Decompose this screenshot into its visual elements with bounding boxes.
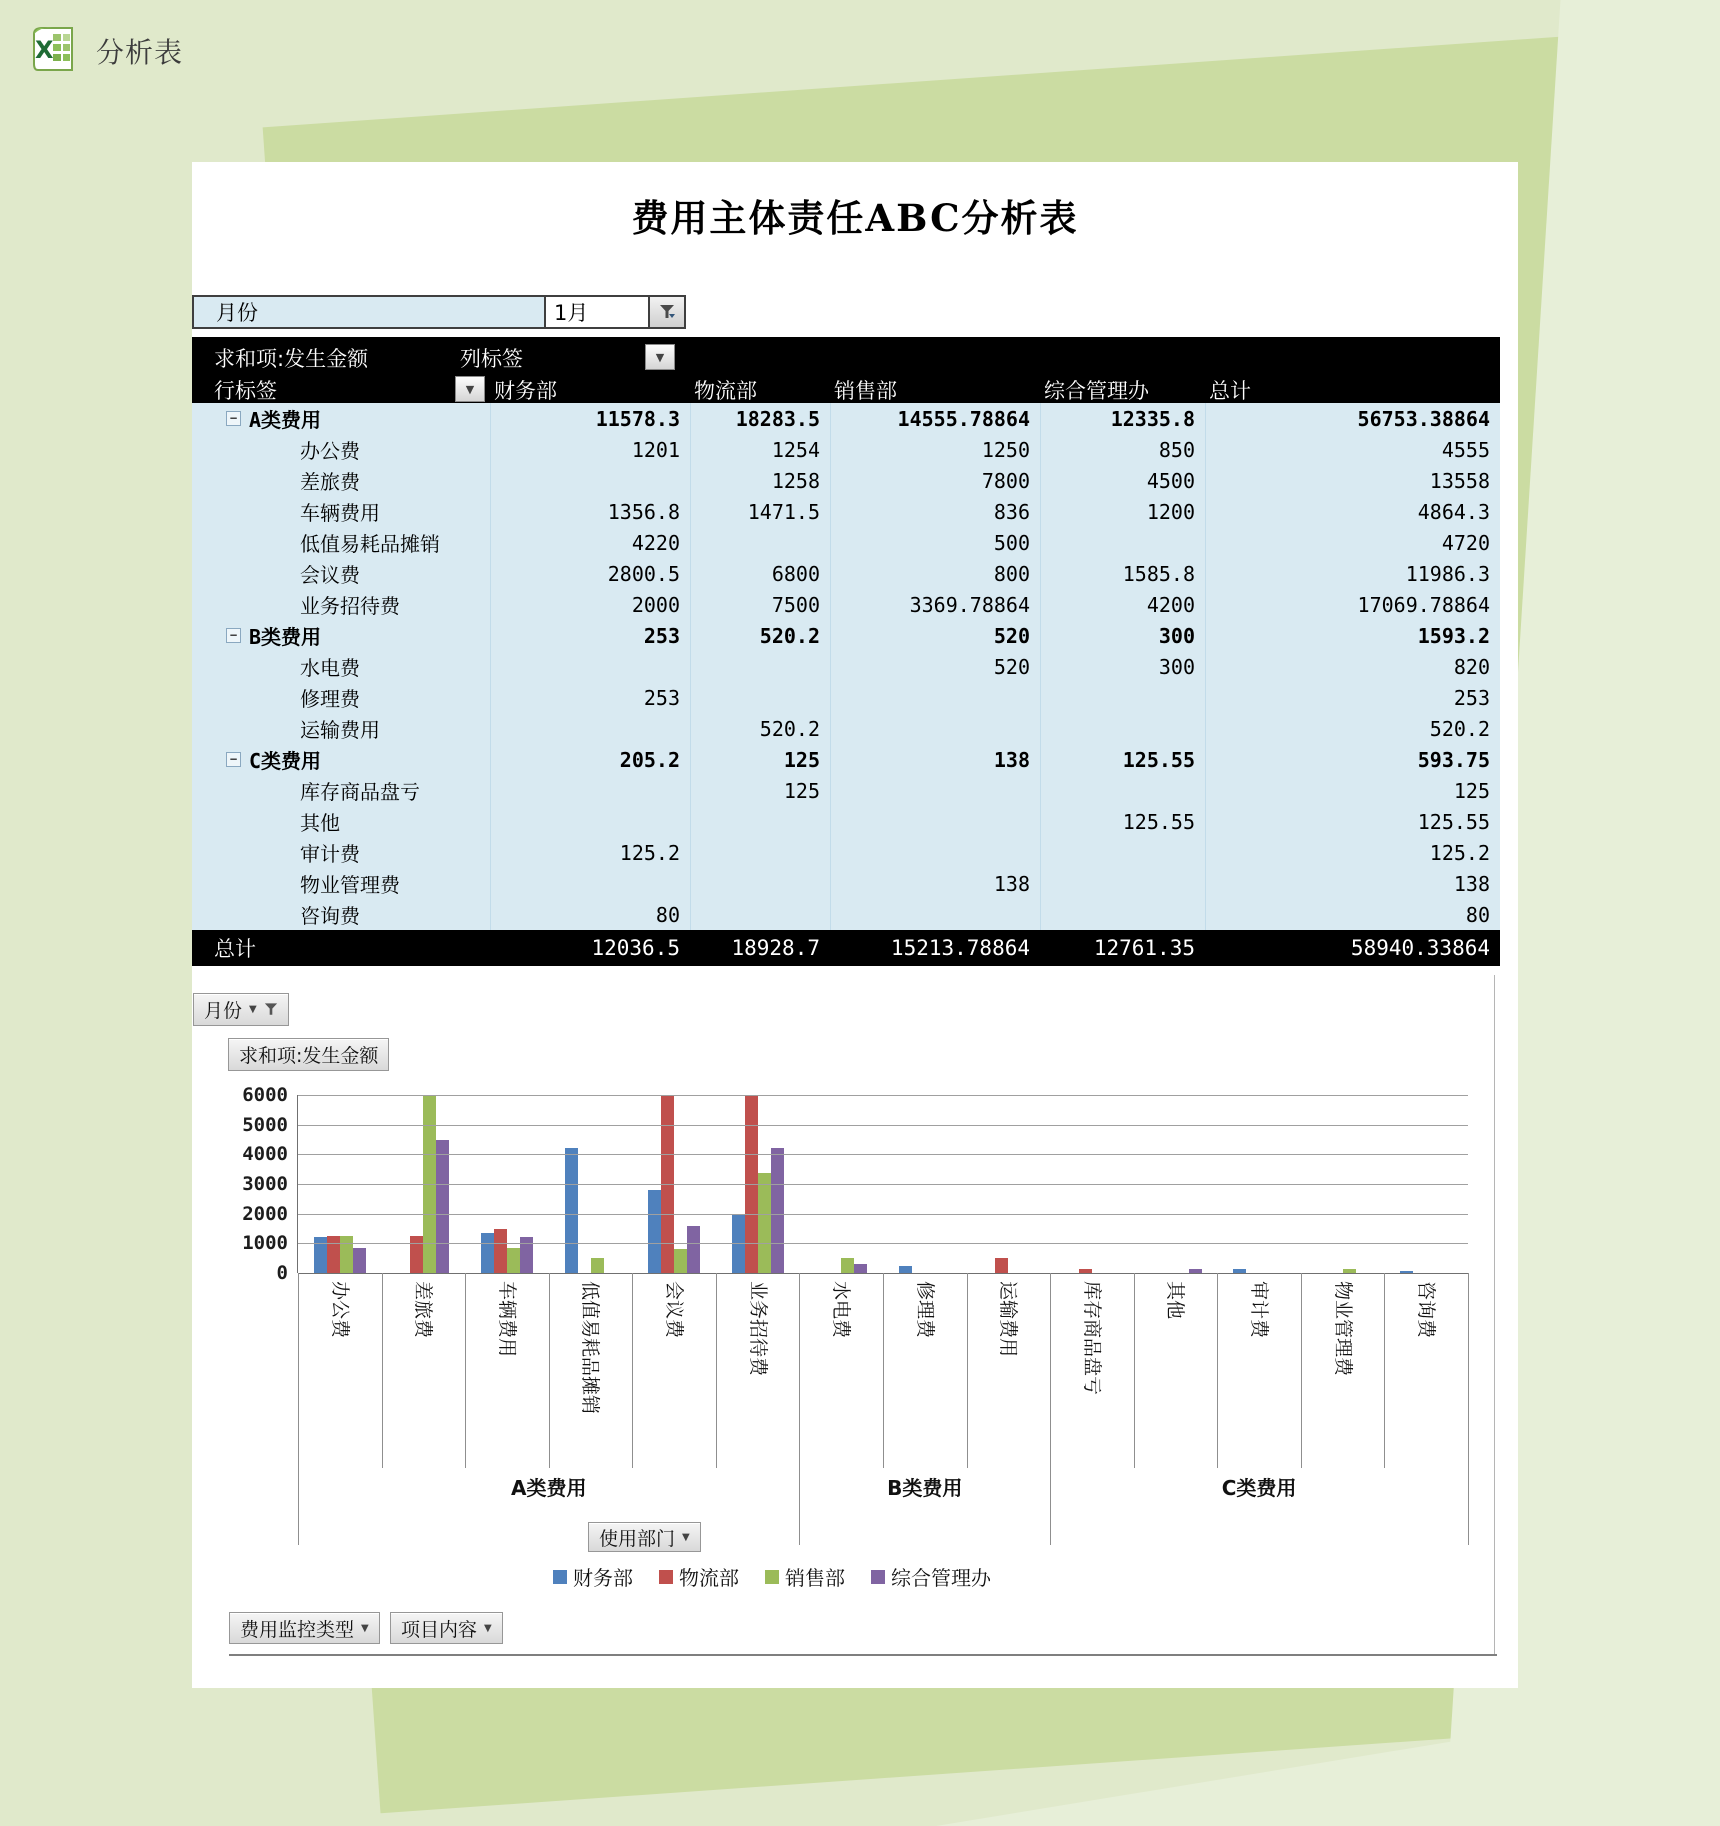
category-cell: [1217, 1273, 1301, 1468]
row-label-cell: [192, 838, 490, 867]
value-cell: 1593.2: [1417, 623, 1490, 648]
pivot-grand-total-row: [192, 930, 1500, 966]
category-cell: [1050, 1273, 1134, 1468]
category-separator-line: [716, 1273, 717, 1468]
value-cell: 800: [993, 561, 1030, 586]
category-cell: [632, 1273, 716, 1468]
value-cell: 125: [783, 747, 820, 772]
category-separator-line: [1301, 1273, 1302, 1468]
legend-label: 物流部: [679, 1566, 739, 1590]
month-filter-label: 月份: [194, 297, 546, 327]
gridline: [298, 1184, 1468, 1185]
bar-综合管理办-会议费: [687, 1226, 700, 1273]
row-label-text: C类费用: [249, 749, 322, 773]
funnel-icon: [659, 305, 675, 319]
bar-财务部-修理费: [899, 1266, 912, 1274]
row-label-text: 运输费用: [300, 718, 380, 742]
value-cell: 18283.5: [735, 406, 820, 431]
table-row: [192, 837, 1500, 868]
y-axis-tick-label: 6000: [242, 1084, 288, 1106]
bar-综合管理办-业务招待费: [771, 1148, 784, 1273]
value-cell: 13558: [1429, 468, 1490, 493]
value-cell: 520.2: [759, 716, 820, 741]
row-label-cell: [192, 745, 490, 774]
column-header-zongji: 总计: [1209, 379, 1251, 403]
sheet-panel: [192, 162, 1518, 1688]
row-label-text: 车辆费用: [300, 501, 380, 525]
chart-item-field-button[interactable]: [390, 1612, 503, 1644]
group-separator-line: [799, 1273, 800, 1545]
value-cell: 125.55: [1417, 809, 1490, 834]
row-label-text: 审计费: [300, 842, 360, 866]
table-row: [192, 868, 1500, 899]
row-label-text: 业务招待费: [300, 594, 400, 618]
bar-物流部-车辆费用: [494, 1229, 507, 1273]
value-cell: 56753.38864: [1357, 406, 1490, 431]
bar-物流部-运输费用: [995, 1258, 1008, 1273]
value-cell: 4200: [1146, 592, 1195, 617]
value-cell: 2000: [631, 592, 680, 617]
value-cell: 520: [993, 623, 1030, 648]
column-header-caiwubu: 财务部: [494, 379, 557, 403]
table-row: [192, 899, 1500, 930]
value-cell: 125.2: [619, 840, 680, 865]
category-separator-line: [1217, 1273, 1218, 1468]
legend-item: [659, 1562, 739, 1591]
y-axis-tick-label: 3000: [242, 1173, 288, 1195]
value-cell: 1201: [631, 437, 680, 462]
pivot-body: [192, 403, 1500, 930]
category-label: 车辆费用: [495, 1281, 518, 1358]
value-cell: 1254: [771, 437, 820, 462]
month-filter-value[interactable]: 1月: [546, 297, 650, 327]
gridline: [298, 1125, 1468, 1126]
category-separator-line: [1134, 1273, 1135, 1468]
legend-swatch: [659, 1570, 673, 1584]
category-label: 差旅费: [412, 1281, 435, 1339]
value-cell: 11578.3: [595, 406, 680, 431]
value-cell: 1258: [771, 468, 820, 493]
category-separator-line: [632, 1273, 633, 1468]
legend-label: 综合管理办: [891, 1566, 991, 1590]
pivot-header: [192, 337, 1500, 403]
legend-item: [871, 1562, 991, 1591]
value-cell: 4864.3: [1417, 499, 1490, 524]
category-cell: [549, 1273, 633, 1468]
row-label-text: 其他: [300, 811, 340, 835]
value-cell: 125.55: [1122, 809, 1195, 834]
value-cell: 1585.8: [1122, 561, 1195, 586]
value-cell: 11986.3: [1405, 561, 1490, 586]
chevron-down-icon: ▼: [249, 1004, 257, 1015]
group-label-C类费用: C类费用: [1221, 1476, 1297, 1500]
grand-total-cell: 18928.7: [731, 936, 820, 960]
row-label-text: 差旅费: [300, 470, 360, 494]
value-cell: 520.2: [759, 623, 820, 648]
bar-销售部-低值易耗品摊销: [591, 1258, 604, 1273]
value-cell: 820: [1453, 654, 1490, 679]
grand-total-label: 总计: [214, 937, 256, 961]
bar-财务部-会议费: [648, 1190, 661, 1273]
legend-label: 销售部: [785, 1566, 845, 1590]
category-label: 物业管理费: [1331, 1281, 1354, 1377]
grand-total-cell: 15213.78864: [890, 936, 1030, 960]
table-row: [192, 744, 1500, 775]
value-cell: 80: [655, 902, 680, 927]
legend-item: [765, 1562, 845, 1591]
value-cell: 1356.8: [607, 499, 680, 524]
y-axis-tick-label: 0: [276, 1262, 288, 1284]
column-header-xiaoshoubu: 销售部: [834, 379, 897, 403]
row-label-cell: [192, 807, 490, 836]
category-cell: [382, 1273, 466, 1468]
group-separator-line: [1468, 1273, 1469, 1545]
row-label-cell: [192, 497, 490, 526]
row-label-text: 咨询费: [300, 904, 360, 928]
value-cell: 520.2: [1429, 716, 1490, 741]
row-label-cell: [192, 683, 490, 712]
category-cell: [1384, 1273, 1468, 1468]
grand-total-cell: 58940.33864: [1350, 936, 1490, 960]
value-cell: 836: [993, 499, 1030, 524]
category-separator-line: [549, 1273, 550, 1468]
chevron-down-icon: ▼: [361, 1622, 369, 1634]
value-cell: 138: [993, 871, 1030, 896]
group-label-A类费用: A类费用: [510, 1476, 587, 1500]
value-cell: 17069.78864: [1357, 592, 1490, 617]
row-label-text: 办公费: [300, 439, 360, 463]
pivot-measure-label: 求和项:发生金额: [214, 347, 369, 371]
category-cell: [465, 1273, 549, 1468]
chevron-down-icon: ▼: [682, 1531, 690, 1543]
chart-value-field-label: 求和项:发生金额: [239, 1045, 379, 1067]
value-cell: 4720: [1441, 530, 1490, 555]
row-label-cell: [192, 466, 490, 495]
category-label: 办公费: [328, 1281, 351, 1339]
collapse-icon[interactable]: −: [226, 628, 241, 643]
chart-axis-field-button[interactable]: [588, 1522, 701, 1552]
table-row: [192, 589, 1500, 620]
row-label-text: 修理费: [300, 687, 360, 711]
chart-month-filter-button[interactable]: [193, 993, 289, 1026]
bar-销售部-水电费: [841, 1258, 854, 1273]
value-cell: 4555: [1441, 437, 1490, 462]
chevron-down-icon: ▼: [484, 1622, 492, 1634]
value-cell: 125: [783, 778, 820, 803]
chart-legend: [192, 1562, 1352, 1591]
value-cell: 1250: [981, 437, 1030, 462]
table-row: [192, 713, 1500, 744]
legend-item: [553, 1562, 633, 1591]
gridline: [298, 1243, 1468, 1244]
value-cell: 7500: [771, 592, 820, 617]
chart-month-filter-label: 月份: [204, 1000, 243, 1022]
row-label-text: 水电费: [300, 656, 360, 680]
value-cell: 125.55: [1122, 747, 1195, 772]
value-cell: 138: [993, 747, 1030, 772]
value-cell: 12335.8: [1110, 406, 1195, 431]
excel-icon: [28, 24, 78, 78]
sheet-title: 费用主体责任ABC分析表: [631, 196, 1079, 240]
category-label: 水电费: [830, 1281, 853, 1339]
table-row: [192, 620, 1500, 651]
row-label-cell: [192, 590, 490, 619]
y-axis-tick-label: 1000: [242, 1232, 288, 1255]
value-cell: 125: [1453, 778, 1490, 803]
category-label: 会议费: [663, 1281, 686, 1339]
row-label-cell: [192, 776, 490, 805]
app-header: [28, 24, 183, 78]
bar-销售部-车辆费用: [507, 1248, 520, 1273]
row-label-cell: [192, 652, 490, 681]
chart-axis-field-label: 使用部门: [599, 1527, 676, 1550]
svg-text:X: X: [35, 36, 54, 64]
value-cell: 300: [1158, 623, 1195, 648]
row-label-dropdown[interactable]: ▼: [455, 376, 485, 402]
row-label-cell: [192, 621, 490, 650]
table-row: [192, 775, 1500, 806]
legend-label: 财务部: [573, 1566, 633, 1590]
chart-bottom-border: [229, 1654, 1497, 1656]
category-cell: [883, 1273, 967, 1468]
bar-销售部-会议费: [674, 1249, 687, 1273]
bar-物流部-办公费: [327, 1236, 340, 1273]
category-cell: [1301, 1273, 1385, 1468]
group-separator-line: [298, 1273, 299, 1545]
month-filter-funnel-button[interactable]: [650, 297, 684, 327]
chart-item-field-label: 项目内容: [401, 1618, 478, 1641]
bar-财务部-低值易耗品摊销: [565, 1148, 578, 1273]
collapse-icon[interactable]: −: [226, 752, 241, 767]
value-cell: 500: [993, 530, 1030, 555]
row-label-cell: [192, 869, 490, 898]
bar-物流部-差旅费: [410, 1236, 423, 1273]
category-cell: [298, 1273, 382, 1468]
category-separator-line: [883, 1273, 884, 1468]
collapse-icon[interactable]: −: [226, 411, 241, 426]
category-separator-line: [967, 1273, 968, 1468]
bar-综合管理办-差旅费: [436, 1140, 449, 1274]
grand-total-cell: 12036.5: [591, 936, 680, 960]
value-cell: 253: [643, 685, 680, 710]
chart-value-field-button[interactable]: [228, 1038, 389, 1071]
column-header-wuliubu: 物流部: [694, 379, 757, 403]
table-row: [192, 527, 1500, 558]
y-axis-tick-label: 2000: [242, 1202, 288, 1225]
bar-销售部-办公费: [340, 1236, 353, 1273]
row-label-text: 物业管理费: [300, 873, 400, 897]
pivot-row-label: 行标签: [214, 379, 277, 403]
category-label: 业务招待费: [746, 1281, 769, 1377]
bar-chart-plot-area: [242, 1084, 1468, 1284]
gridline: [298, 1095, 1468, 1096]
pivot-col-label: 列标签: [460, 347, 523, 371]
table-row: [192, 651, 1500, 682]
category-label: 其他: [1164, 1281, 1187, 1320]
row-label-text: 低值易耗品摊销: [300, 532, 440, 556]
category-separator-line: [382, 1273, 383, 1468]
bar-综合管理办-办公费: [353, 1248, 366, 1273]
value-cell: 6800: [771, 561, 820, 586]
app-title: 分析表: [96, 36, 184, 69]
category-label: 低值易耗品摊销: [579, 1281, 602, 1415]
category-cell: [967, 1273, 1051, 1468]
value-cell: 593.75: [1417, 747, 1490, 772]
row-label-cell: [192, 435, 490, 464]
category-label: 运输费用: [997, 1281, 1020, 1358]
value-cell: 14555.78864: [897, 406, 1030, 431]
value-cell: 80: [1465, 902, 1490, 927]
gridline: [298, 1214, 1468, 1215]
funnel-icon: [264, 1003, 278, 1016]
table-row: [192, 403, 1500, 434]
category-cell: [799, 1273, 883, 1468]
category-separator-line: [1384, 1273, 1385, 1468]
category-label: 修理费: [913, 1281, 936, 1339]
table-row: [192, 434, 1500, 465]
value-cell: 2800.5: [607, 561, 680, 586]
bar-财务部-车辆费用: [481, 1233, 494, 1273]
legend-swatch: [765, 1570, 779, 1584]
category-label: 审计费: [1248, 1281, 1271, 1339]
value-cell: 205.2: [619, 747, 680, 772]
row-label-cell: [192, 528, 490, 557]
chart-right-border: [1494, 975, 1495, 1654]
table-row: [192, 465, 1500, 496]
table-row: [192, 806, 1500, 837]
value-cell: 1471.5: [747, 499, 820, 524]
category-cell: [716, 1273, 800, 1468]
value-cell: 520: [993, 654, 1030, 679]
col-label-dropdown[interactable]: ▼: [645, 344, 675, 370]
category-separator-line: [465, 1273, 466, 1468]
value-cell: 7800: [981, 468, 1030, 493]
row-label-text: 会议费: [300, 563, 360, 587]
table-row: [192, 496, 1500, 527]
row-label-text: A类费用: [249, 408, 322, 432]
row-label-cell: [192, 900, 490, 929]
value-cell: 3369.78864: [909, 592, 1030, 617]
chart-type-field-label: 费用监控类型: [240, 1618, 355, 1641]
column-header-zongheguanliban: 综合管理办: [1044, 379, 1149, 403]
bar-综合管理办-水电费: [854, 1264, 867, 1273]
value-cell: 1200: [1146, 499, 1195, 524]
value-cell: 138: [1453, 871, 1490, 896]
value-cell: 125.2: [1429, 840, 1490, 865]
category-label: 库存商品盘亏: [1080, 1281, 1103, 1396]
row-label-cell: [192, 404, 490, 433]
month-filter-row: [192, 295, 686, 329]
category-label: 咨询费: [1415, 1281, 1438, 1339]
row-label-cell: [192, 714, 490, 743]
value-cell: 4220: [631, 530, 680, 555]
value-cell: 850: [1158, 437, 1195, 462]
y-axis-tick-label: 5000: [242, 1113, 288, 1136]
y-axis-tick-label: 4000: [242, 1143, 288, 1166]
legend-swatch: [871, 1570, 885, 1584]
value-cell: 300: [1158, 654, 1195, 679]
table-row: [192, 682, 1500, 713]
row-label-text: B类费用: [249, 625, 322, 649]
table-row: [192, 558, 1500, 589]
value-cell: 253: [1453, 685, 1490, 710]
row-label-text: 库存商品盘亏: [300, 780, 420, 804]
value-cell: 4500: [1146, 468, 1195, 493]
bar-销售部-业务招待费: [758, 1173, 771, 1273]
row-label-cell: [192, 559, 490, 588]
gridline: [298, 1154, 1468, 1155]
value-cell: 253: [643, 623, 680, 648]
category-cell: [1134, 1273, 1218, 1468]
chart-type-field-button[interactable]: [229, 1612, 380, 1644]
legend-swatch: [553, 1570, 567, 1584]
group-label-B类费用: B类费用: [887, 1476, 963, 1500]
group-separator-line: [1050, 1273, 1051, 1545]
grand-total-cell: 12761.35: [1093, 936, 1195, 960]
